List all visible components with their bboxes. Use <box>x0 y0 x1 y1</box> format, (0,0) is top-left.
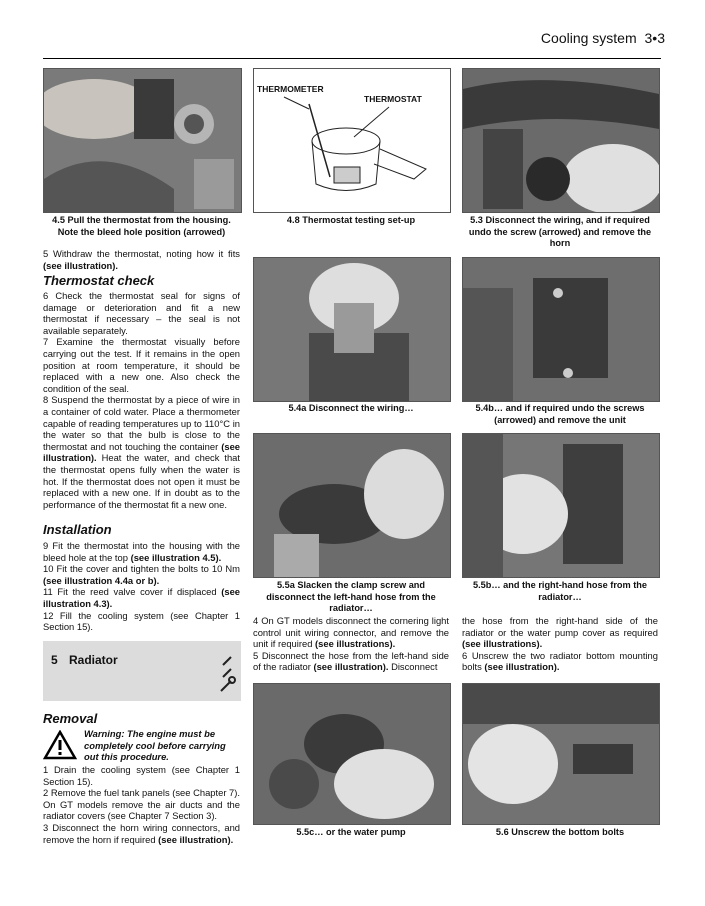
section-title: Radiator <box>69 653 118 667</box>
photo-5-5b <box>462 433 660 578</box>
para-9: 9 Fit the thermostat into the housing with the bleed hole at the top (see illustration 4.5). <box>43 540 240 563</box>
caption-4-5: 4.5 Pull the thermostat from the housing. Note the bleed hole position (arrowed) <box>52 215 231 237</box>
left-text-c <box>43 540 240 633</box>
para-11: 11 Fit the reed valve cover if displaced (see illustration 4.3). <box>43 586 240 609</box>
caption-5-4a: 5.4a Disconnect the wiring… <box>288 403 414 413</box>
photo-5-4a <box>253 257 451 402</box>
heading-thermostat-check: Thermostat check <box>43 273 155 288</box>
caption-5-3: 5.3 Disconnect the wiring, and if required undo the screw (arrowed) and remove the horn <box>468 215 652 248</box>
section-header-box <box>43 641 241 701</box>
para-5: 5 Withdraw the thermostat, noting how it fits (see illustration). <box>43 248 240 271</box>
caption-5-5c: 5.5c… or the water pump <box>296 827 406 837</box>
removal-2: 2 Remove the fuel tank panels (see Chapter 7). On GT models remove the air ducts and the radiator covers (see Chapter 7 Section 3). <box>43 787 240 822</box>
para-8: 8 Suspend the thermostat by a piece of wire in a container of cold water. Place a thermometer capable of reading temperatures up to 110°C in the water so that the bulb is close to the thermostat and not touching the container (see illustration). Heat the water, and check that the thermostat opens fully when the water is hot. If the thermostat does not open it must be replaced with a new one. If in doubt as to the performance of the thermostat fit a new one. <box>43 394 240 510</box>
photo-4-5 <box>43 68 242 213</box>
photo-5-3 <box>462 68 660 213</box>
warning-block <box>43 728 241 764</box>
para-12: 12 Fill the cooling system (see Chapter 1 Section 15). <box>43 609 240 633</box>
right-para-5-cont: the hose from the right-hand side of the radiator or the water pump cover as required (see illustrations). <box>462 615 658 650</box>
mid-para-4: 4 On GT models disconnect the cornering light control unit wiring connector, and remove the unit if required (see illustrations). <box>253 615 449 650</box>
chapter-title: Cooling system <box>540 30 637 46</box>
caption-4-8: 4.8 Thermostat testing set-up <box>286 215 416 225</box>
section-number: 5 <box>51 653 58 667</box>
left-text-b <box>43 290 240 510</box>
label-thermometer: THERMOMETER <box>257 84 324 94</box>
diagram-4-8 <box>253 68 451 213</box>
para-6: 6 Check the thermostat seal for signs of damage or deterioration and fit a new thermostat if necessary – the seal is not available separately. <box>43 290 240 336</box>
photo-5-5c <box>253 683 451 825</box>
page-number: 3•3 <box>644 30 665 46</box>
removal-3: 3 Disconnect the horn wiring connectors, and remove the horn if required (see illustration). <box>43 821 240 845</box>
photo-5-6 <box>462 683 660 825</box>
para-10: 10 Fit the cover and tighten the bolts to 10 Nm (see illustration 4.4a or b). <box>43 563 240 586</box>
left-text-d <box>43 764 240 845</box>
left-text-a <box>43 248 240 271</box>
photo-5-4b <box>462 257 660 402</box>
caption-5-5a: 5.5a Slacken the clamp screw and disconnect the left-hand hose from the radiator… <box>266 580 436 613</box>
right-para-6: 6 Unscrew the two radiator bottom mounting bolts (see illustration). <box>462 649 658 673</box>
mid-para-5: 5 Disconnect the hose from the left-hand side of the radiator (see illustration). Disconnect <box>253 649 449 673</box>
caption-5-4b: 5.4b… and if required undo the screws (arrowed) and remove the unit <box>475 403 645 425</box>
label-thermostat: THERMOSTAT <box>364 94 422 104</box>
warning-text: Warning: The engine must be completely cool before carrying out this procedure. <box>84 728 226 763</box>
difficulty-spanner-icon <box>217 647 237 697</box>
para-7: 7 Examine the thermostat visually before carrying out the test. If it remains in the open position at room temperature, it should be replaced with a new one. Also check the condition of the seal. <box>43 336 240 394</box>
page-header <box>541 30 665 46</box>
right-text <box>462 615 658 673</box>
warning-triangle-icon <box>43 730 77 760</box>
photo-5-5a <box>253 433 451 578</box>
header-rule <box>43 58 661 59</box>
removal-1: 1 Drain the cooling system (see Chapter 1 Section 15). <box>43 764 240 787</box>
caption-5-5b: 5.5b… and the right-hand hose from the radiator… <box>472 580 648 602</box>
heading-removal: Removal <box>43 711 98 726</box>
mid-text <box>253 615 449 673</box>
heading-installation: Installation <box>43 522 112 537</box>
caption-5-6: 5.6 Unscrew the bottom bolts <box>495 827 625 837</box>
